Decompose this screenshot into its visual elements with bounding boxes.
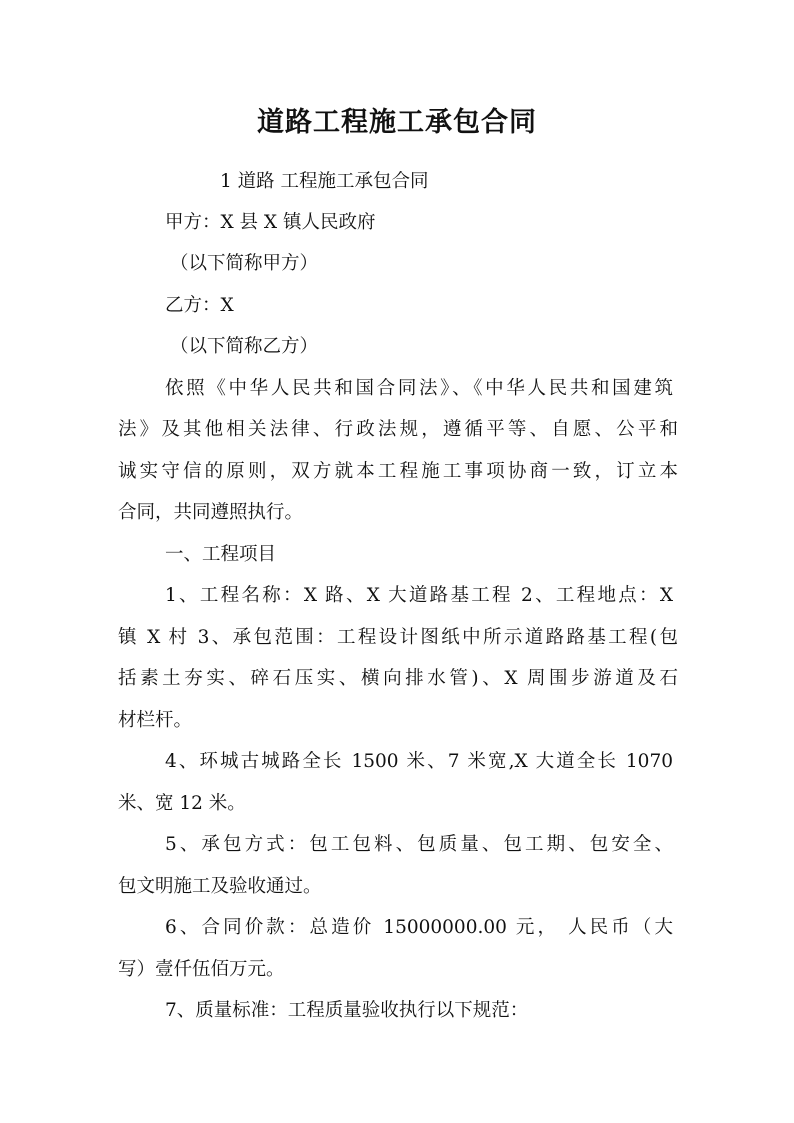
item-line: 1、工程名称：X 路、X 大道路基工程 2、工程地点：X — [165, 585, 673, 606]
item-line: 4、环城古城路全长 1500 米、7 米宽,X 大道全长 1070 — [165, 751, 673, 772]
preamble-line: 合同，共同遵照执行。 — [118, 502, 304, 523]
item-line: 5、承包方式：包工包料、包质量、包工期、包安全、 — [165, 834, 673, 855]
item-line: 7、质量标准：工程质量验收执行以下规范： — [165, 1000, 529, 1021]
party-a-note: （以下简称甲方） — [170, 253, 319, 274]
item-line: 写）壹仟伍佰万元。 — [118, 959, 285, 980]
item-line: 6、合同价款：总造价 15000000.00 元， 人民币（大 — [165, 917, 673, 938]
item-line: 括素土夯实、碎石压实、横向排水管)、X 周围步游道及石 — [118, 668, 678, 689]
document-subtitle: 1 道路 工程施工承包合同 — [220, 171, 429, 192]
party-b: 乙方：X — [165, 295, 234, 316]
party-a: 甲方：X 县 X 镇人民政府 — [165, 212, 376, 233]
item-line: 材栏杆。 — [118, 710, 193, 731]
preamble-line: 法》及其他相关法律、行政法规，遵循平等、自愿、公平和 — [118, 419, 678, 440]
preamble-line: 依照《中华人民共和国合同法》、《中华人民共和国建筑 — [165, 378, 673, 399]
preamble-line: 诚实守信的原则，双方就本工程施工事项协商一致，订立本 — [118, 461, 678, 482]
document-title: 道路工程施工承包合同 — [257, 107, 537, 138]
section-heading: 一、工程项目 — [165, 544, 277, 565]
item-line: 包文明施工及验收通过。 — [118, 876, 322, 897]
item-line: 米、宽 12 米。 — [118, 793, 246, 814]
item-line: 镇 X 村 3、承包范围：工程设计图纸中所示道路路基工程(包 — [118, 627, 678, 648]
party-b-note: （以下简称乙方） — [170, 336, 319, 357]
